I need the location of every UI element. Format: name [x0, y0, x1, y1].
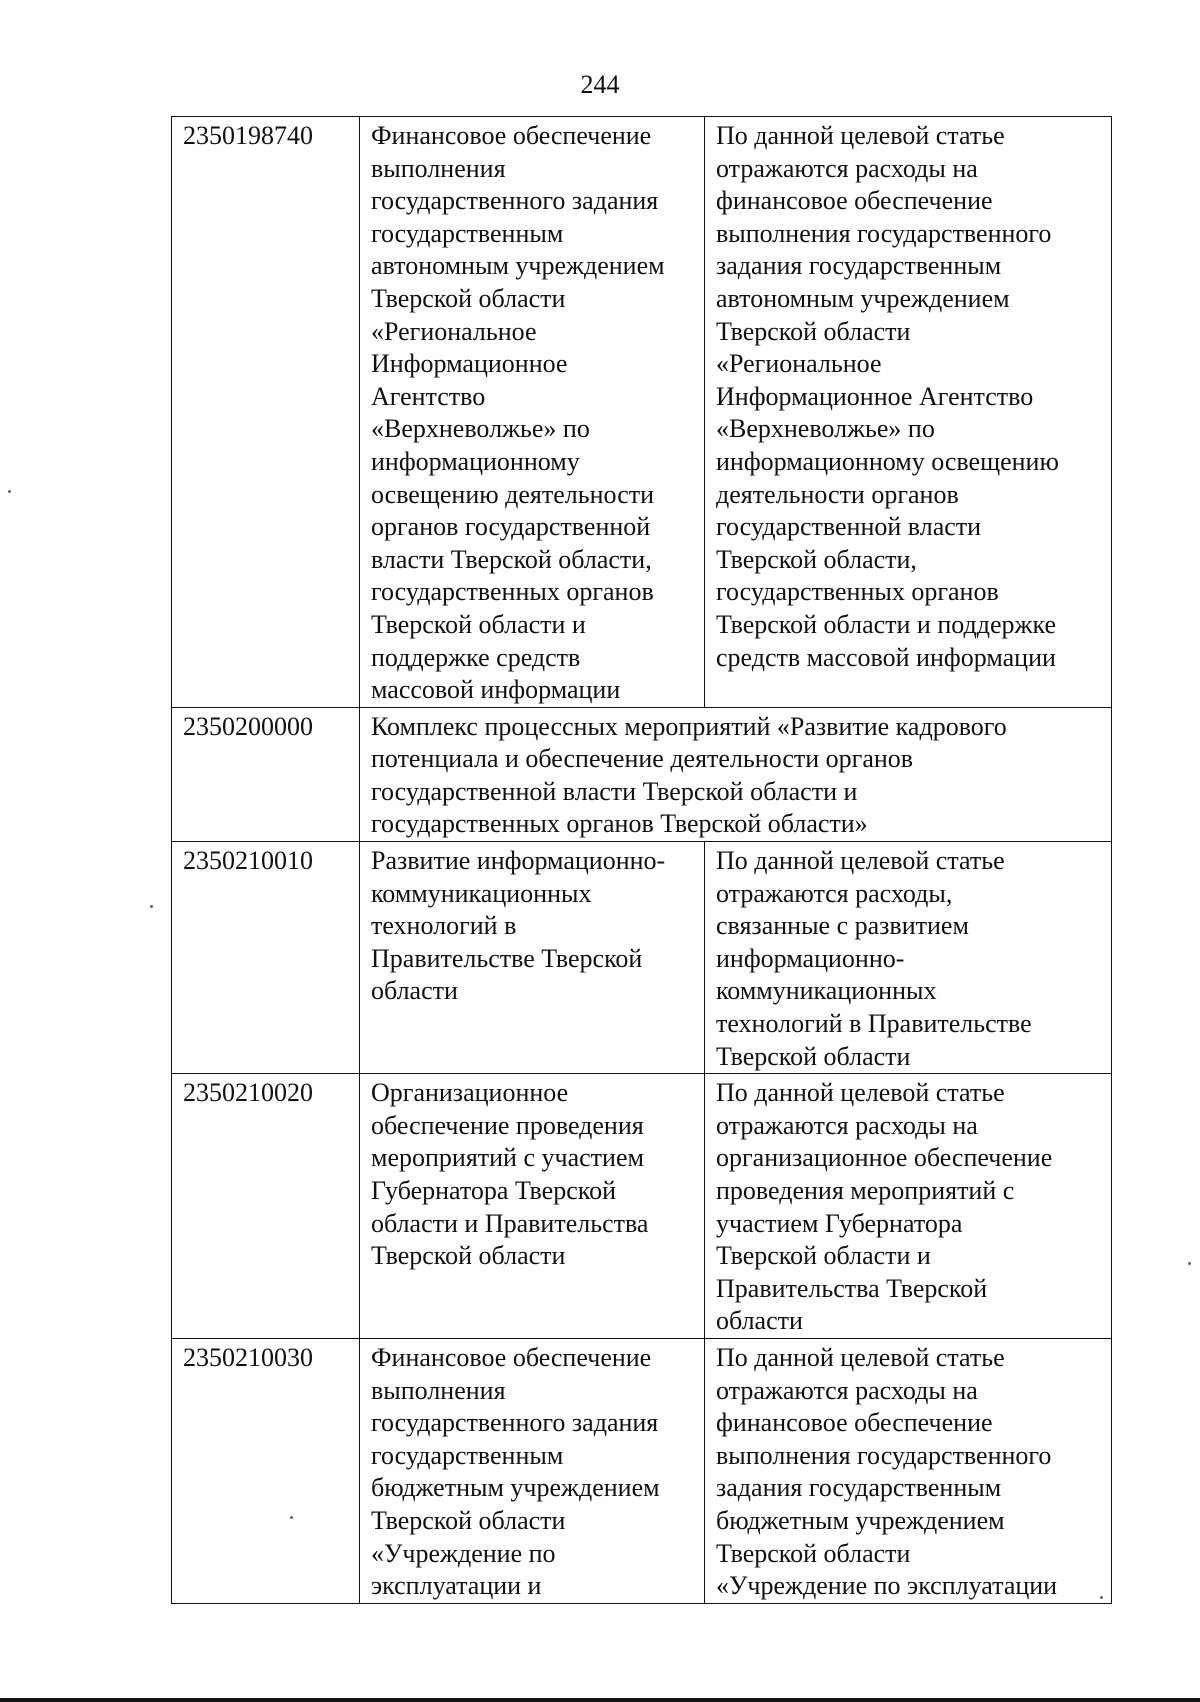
table-row [172, 1338, 1112, 1603]
text-line: выполнения государственного [716, 218, 1052, 248]
text-line: выполнения [371, 153, 506, 183]
text-line: «Региональное [371, 316, 537, 346]
text-line: задания государственным [716, 1473, 1002, 1503]
text-line: массовой информации [371, 675, 621, 705]
article-description [705, 842, 1112, 1074]
article-name [360, 1074, 705, 1339]
text-line: государственных органов Тверской области» [371, 809, 868, 839]
text-line: органов государственной [371, 512, 651, 542]
article-name [360, 1338, 705, 1603]
text-line: Тверской области, [716, 544, 917, 574]
scan-bottom-edge [0, 1698, 1200, 1702]
text-line: Развитие информационно- [371, 846, 666, 876]
text-line: государственной власти [716, 512, 982, 542]
text-line: Тверской области [716, 1041, 911, 1071]
text-line: отражаются расходы на [716, 1375, 978, 1405]
text-line: области [716, 1306, 803, 1336]
text-line: коммуникационных [716, 976, 937, 1006]
text-line: отражаются расходы на [716, 153, 978, 183]
text-line: «Верхневолжье» по [371, 414, 590, 444]
scan-speck [1100, 1596, 1103, 1599]
text-line: финансовое обеспечение [716, 1408, 993, 1438]
text-line: Информационное [371, 349, 568, 379]
text-line: информационно- [716, 943, 905, 973]
text-line: Губернатора Тверской [371, 1176, 616, 1205]
text-line: задания государственным [716, 251, 1002, 281]
text-line: организационное обеспечение [716, 1143, 1053, 1173]
text-line: «Верхневолжье» по [716, 414, 935, 444]
text-line: технологий в [371, 911, 517, 941]
text-line: коммуникационных [371, 878, 592, 908]
text-line: отражаются расходы, [716, 878, 953, 908]
text-line: информационному [371, 446, 580, 476]
text-line: проведения мероприятий с [716, 1176, 1015, 1205]
text-line: По данной целевой статье [716, 846, 1005, 876]
text-line: потенциала и обеспечение деятельности органов [371, 744, 914, 774]
article-description [705, 1338, 1112, 1603]
text-line: связанные с развитием [716, 911, 969, 941]
article-description [705, 117, 1112, 708]
text-line: государственной власти Тверской области и [371, 776, 858, 806]
table-row [172, 842, 1112, 1074]
target-articles-table [171, 116, 1112, 1604]
text-line: Агентство [371, 381, 486, 411]
text-line: государственных органов [716, 577, 999, 607]
text-line: Тверской области и [716, 1241, 931, 1271]
article-code: 2350198740 [172, 117, 360, 708]
text-line: власти Тверской области, [371, 544, 652, 574]
text-line: государственным [371, 218, 564, 248]
text-line: области и Правительства [371, 1208, 649, 1238]
table-row [172, 707, 1112, 841]
text-line: мероприятий с участием [371, 1143, 644, 1173]
text-line: «Учреждение по [371, 1538, 556, 1568]
scan-speck [150, 905, 153, 908]
article-code: 2350210030 [172, 1338, 360, 1603]
text-line: государственных органов [371, 577, 654, 607]
text-line: государственным [371, 1440, 564, 1470]
scan-speck [290, 1516, 293, 1519]
text-line: поддержке средств [371, 642, 581, 672]
text-line: бюджетным учреждением [716, 1505, 1005, 1535]
text-line: Тверской области [716, 316, 911, 346]
text-line: деятельности органов [716, 479, 959, 509]
text-line: финансовое обеспечение [716, 186, 993, 216]
text-line: По данной целевой статье [716, 1078, 1005, 1108]
scan-speck [8, 490, 11, 493]
text-line: автономным учреждением [716, 283, 1010, 313]
text-line: области [371, 976, 458, 1006]
article-name [360, 842, 705, 1074]
text-line: Правительстве Тверской [371, 943, 643, 973]
text-line: эксплуатации и [371, 1571, 542, 1601]
text-line: Финансовое обеспечение [371, 121, 652, 150]
text-line: Тверской области [371, 1241, 566, 1271]
text-line: информационному освещению [716, 446, 1059, 476]
text-line: Правительства Тверской [716, 1273, 988, 1303]
text-line: «Региональное [716, 349, 882, 379]
article-code: 2350210020 [172, 1074, 360, 1339]
text-line: Организационное [371, 1078, 569, 1108]
text-line: «Учреждение по эксплуатации [716, 1571, 1058, 1601]
text-line: обеспечение проведения [371, 1110, 644, 1140]
text-line: выполнения государственного [716, 1440, 1052, 1470]
text-line: Информационное Агентство [716, 381, 1034, 411]
table-row [172, 1074, 1112, 1339]
text-line: государственного задания [371, 186, 659, 216]
article-code: 2350200000 [172, 707, 360, 841]
article-name [360, 117, 705, 708]
text-line: По данной целевой статье [716, 121, 1005, 150]
text-line: участием Губернатора [716, 1208, 963, 1238]
table-row [172, 117, 1112, 708]
text-line: освещению деятельности [371, 479, 655, 509]
text-line: Тверской области [716, 1538, 911, 1568]
text-line: средств массовой информации [716, 642, 1056, 672]
text-line: Комплекс процессных мероприятий «Развитие кадрового [371, 711, 1007, 741]
text-line: технологий в Правительстве [716, 1009, 1032, 1039]
text-line: Тверской области и [371, 609, 586, 639]
text-line: По данной целевой статье [716, 1342, 1005, 1372]
text-line: Тверской области [371, 1505, 566, 1535]
text-line: Тверской области и поддержке [716, 609, 1056, 639]
scan-speck [1188, 1262, 1191, 1265]
article-merged-name [360, 707, 1112, 841]
text-line: государственного задания [371, 1408, 659, 1438]
article-code: 2350210010 [172, 842, 360, 1074]
text-line: Тверской области [371, 283, 566, 313]
page-number: 244 [580, 70, 620, 99]
text-line: выполнения [371, 1375, 506, 1405]
text-line: отражаются расходы на [716, 1110, 978, 1140]
text-line: Финансовое обеспечение [371, 1342, 652, 1372]
text-line: автономным учреждением [371, 251, 665, 281]
article-description [705, 1074, 1112, 1339]
text-line: бюджетным учреждением [371, 1473, 660, 1503]
